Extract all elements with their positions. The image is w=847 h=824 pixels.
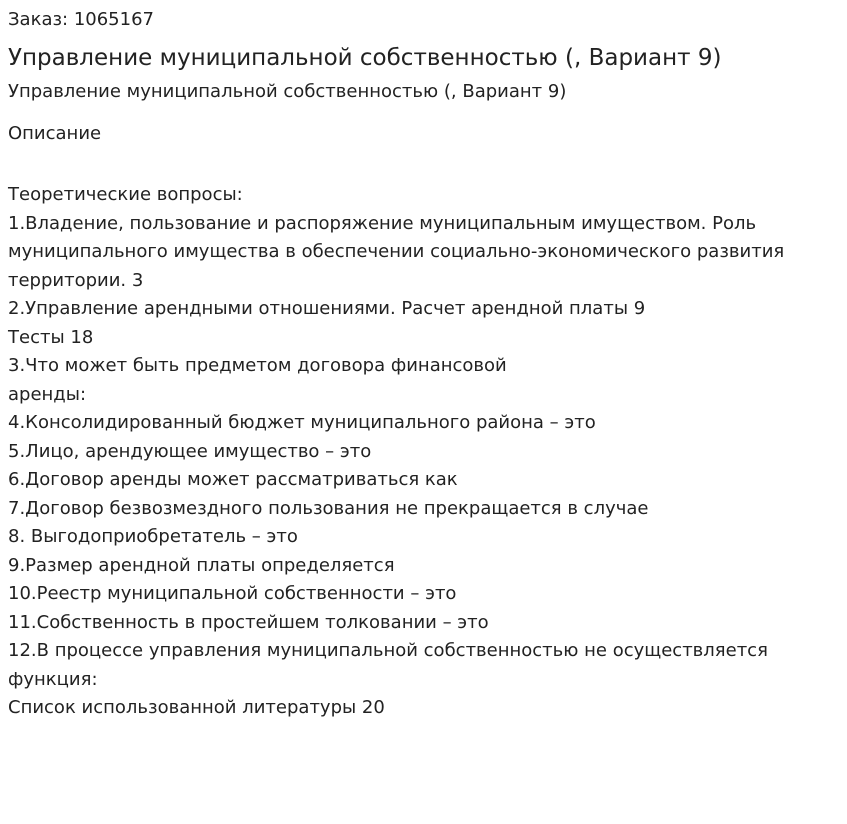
theory-header: Теоретические вопросы:: [8, 184, 243, 205]
tests-header: Тесты 18: [8, 326, 94, 348]
list-item-3-line-2: аренды:: [8, 383, 87, 405]
list-item-8: 8. Выгодоприобретатель – это: [8, 526, 298, 547]
list-item-1: 1.Владение, пользование и распоряжение муниципальным имуществом. Роль муниципального имущества в обеспечении социально-экономического развития территории. 3: [8, 212, 785, 291]
list-item-4: 4.Консолидированный бюджет муниципального района – это: [8, 412, 596, 433]
order-number: Заказ: 1065167: [8, 9, 154, 30]
list-item-3-line-1: 3.Что может быть предметом договора финансовой: [8, 355, 507, 376]
list-item-5: 5.Лицо, арендующее имущество – это: [8, 440, 372, 462]
list-item-11: 11.Собственность в простейшем толковании – это: [8, 611, 489, 633]
list-item-9: 9.Размер арендной платы определяется: [8, 554, 395, 576]
page-title: Управление муниципальной собственностью (, Вариант 9): [8, 45, 722, 71]
list-item-12: 12.В процессе управления муниципальной собственностью не осуществляется функция:: [8, 640, 768, 690]
description-heading: Описание: [8, 123, 102, 144]
list-item-10: 10.Реестр муниципальной собственности – это: [8, 583, 457, 604]
list-item-7: 7.Договор безвозмездного пользования не прекращается в случае: [8, 497, 649, 519]
description-body: [8, 145, 839, 723]
list-item-2: 2.Управление арендными отношениями. Расчет арендной платы 9: [8, 298, 646, 319]
bibliography: Список использованной литературы 20: [8, 697, 385, 718]
page-subtitle: Управление муниципальной собственностью (, Вариант 9): [8, 81, 567, 102]
list-item-6: 6.Договор аренды может рассматриваться как: [8, 469, 458, 490]
